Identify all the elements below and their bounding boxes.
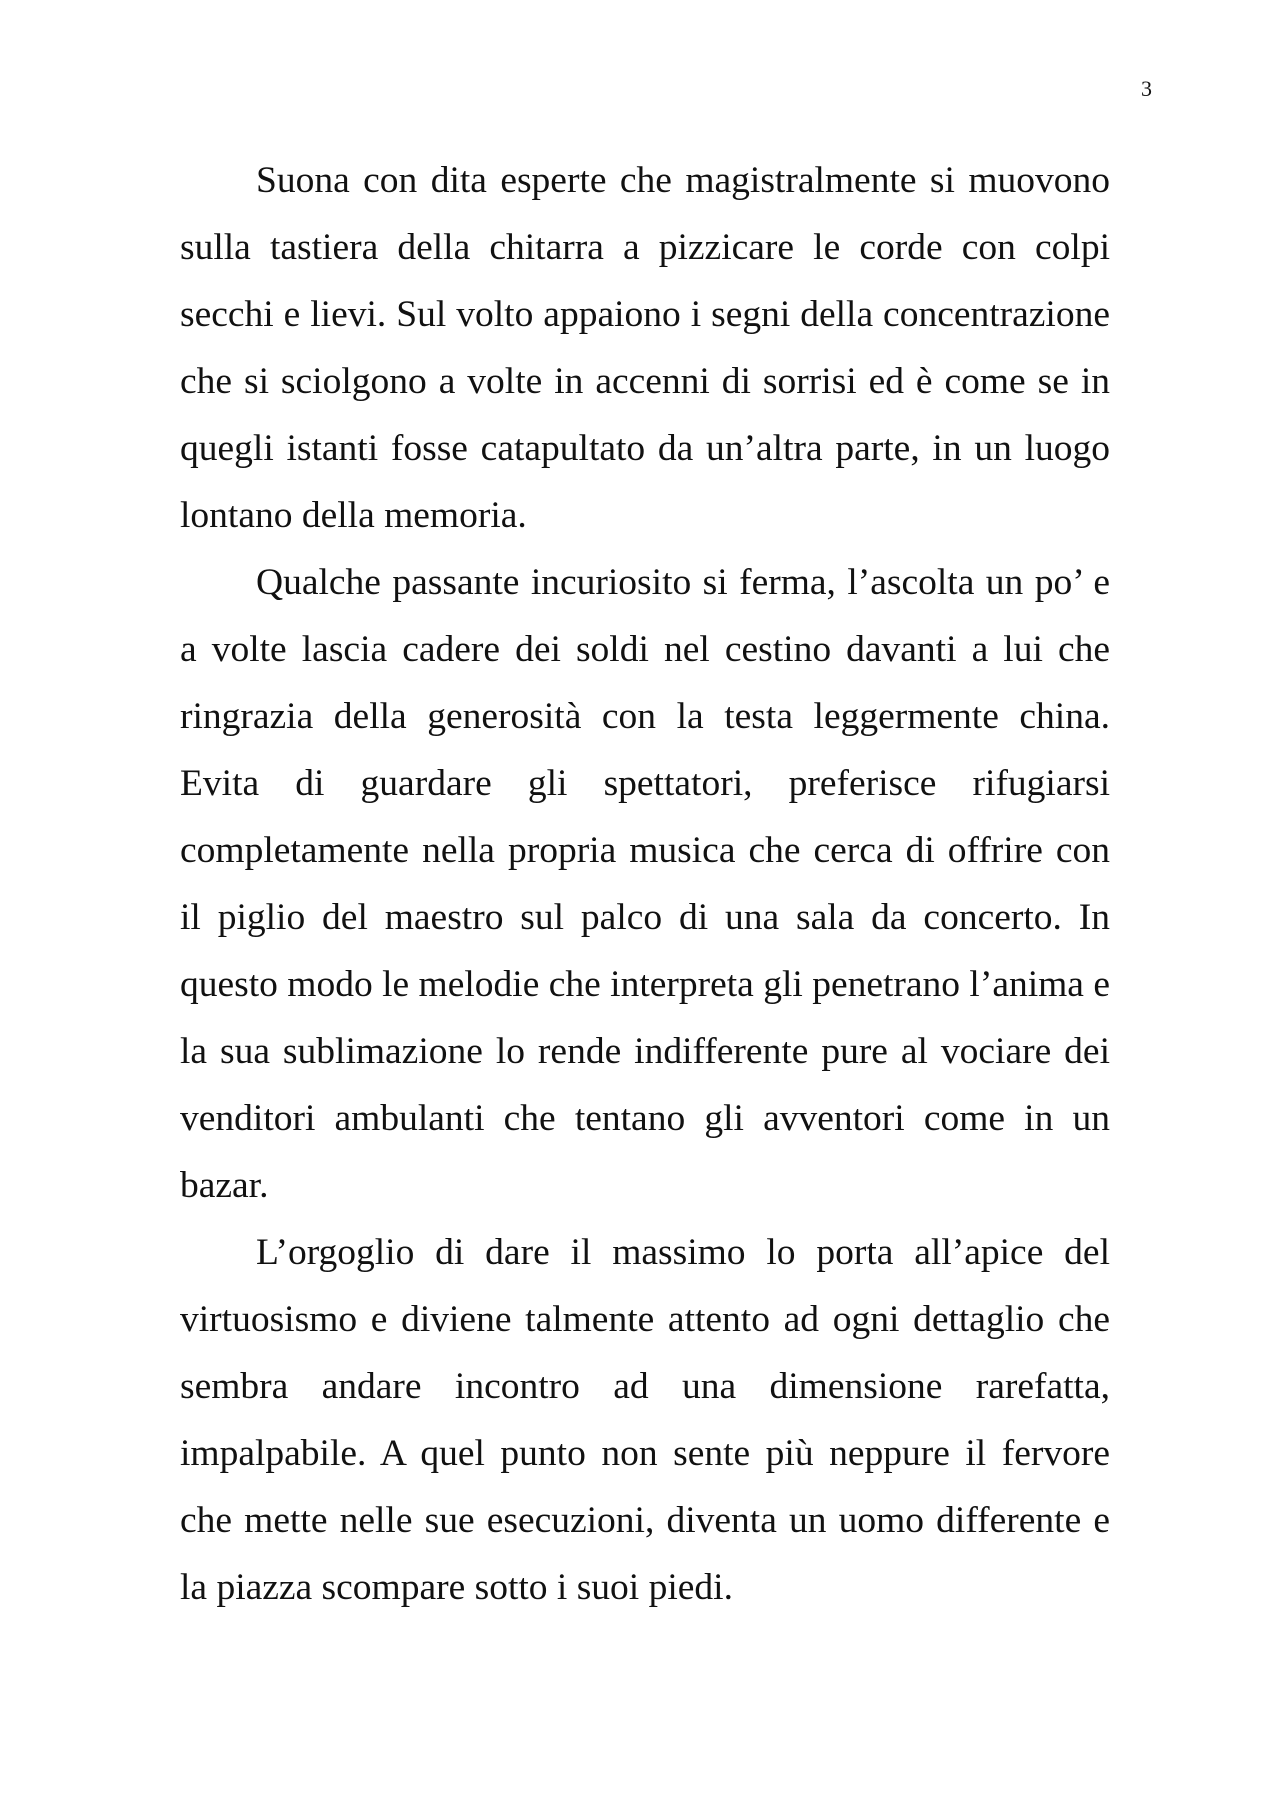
paragraph: Qualche passante incuriosito si ferma, l’ascolta un po’ e a volte lascia cadere dei soldi nel cestino davanti a lui che ringrazia della generosità con la testa leggermente china. Evita di guardare gli spettatori, preferisce rifugiarsi completamente nella propria musica che cerca di offrire con il piglio del maestro sul palco di una sala da concerto. In questo modo le melodie che interpreta gli penetrano l’anima e la sua sublimazione lo rende indifferente pure al vociare dei venditori ambulanti che tentano gli avventori come in un bazar.: [180, 562, 1110, 1206]
paragraph: Suona con dita esperte che magistralmente si muovono sulla tastiera della chitarra a pizzicare le corde con colpi secchi e lievi. Sul volto appaiono i segni della concentrazione che si sciolgono a volte in accenni di sorrisi ed è come se in quegli istanti fosse catapultato da un’altra parte, in un luogo lontano della memoria.: [180, 160, 1110, 536]
page-number: 3: [1141, 76, 1152, 101]
paragraph: L’orgoglio di dare il massimo lo porta all’apice del virtuosismo e diviene talmente attento ad ogni dettaglio che sembra andare incontro ad una dimensione rarefatta, impalpabile. A quel punto non sente più neppure il fervore che mette nelle sue esecuzioni, diventa un uomo differente e la piazza scompare sotto i suoi piedi.: [180, 1232, 1110, 1608]
text-body: [180, 147, 1110, 1621]
